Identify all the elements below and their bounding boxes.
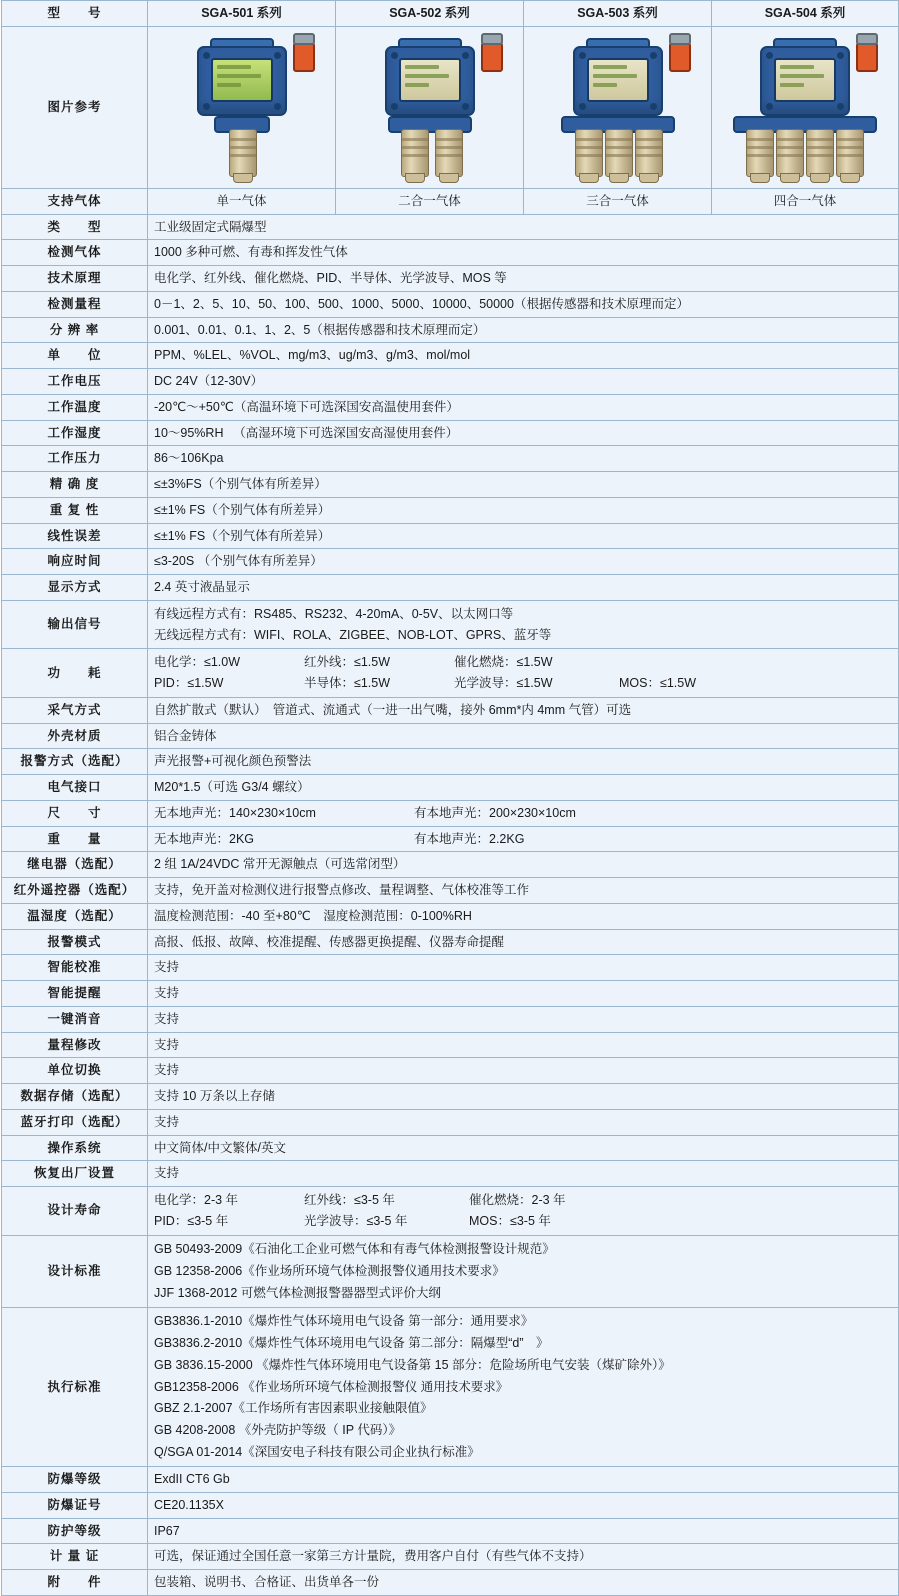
- row-label-range: 检测量程: [2, 291, 148, 317]
- life-pid: PID：≤3-5 年: [154, 1213, 229, 1228]
- row-label-display: 显示方式: [2, 575, 148, 601]
- row-value-design-life: [148, 1187, 899, 1236]
- row-value-relay: 2 组 1A/24VDC 常开无源触点（可选常闭型）: [148, 852, 899, 878]
- spec-row-bluetooth-print: [2, 1109, 899, 1135]
- row-value-ex-cert: CE20.1135X: [148, 1492, 899, 1518]
- device-display: [587, 58, 649, 102]
- row-value-linearity: ≤±1% FS（个别气体有所差异）: [148, 523, 899, 549]
- row-label-bluetooth-print: 蓝牙打印（选配）: [2, 1109, 148, 1135]
- dimension-with-alarm: 有本地声光：200×230×10cm: [414, 805, 576, 820]
- row-value-dimension: [148, 800, 899, 826]
- row-label-ex-grade: 防爆等级: [2, 1467, 148, 1493]
- life-optical-waveguide: 光学波导：≤3-5 年: [304, 1213, 408, 1228]
- row-label-data-storage: 数据存储（选配）: [2, 1084, 148, 1110]
- row-label-accuracy: 精 确 度: [2, 472, 148, 498]
- device-display: [211, 58, 273, 102]
- row-value-electrical-interface: M20*1.5（可选 G3/4 螺纹）: [148, 775, 899, 801]
- row-label-electrical-interface: 电气接口: [2, 775, 148, 801]
- row-label-dimension: 尺 寸: [2, 800, 148, 826]
- image-reference-row: [2, 26, 899, 188]
- sensor-probe: [575, 129, 603, 177]
- spec-row-ip-grade: [2, 1518, 899, 1544]
- power-line-1: [154, 652, 892, 673]
- alarm-beacon-icon: [481, 38, 503, 72]
- row-label-temp-humidity-option: 温湿度（选配）: [2, 903, 148, 929]
- table-header-row: [2, 1, 899, 27]
- gas-support-label: 支持气体: [2, 188, 148, 214]
- row-value-accuracy: ≤±3%FS（个别气体有所差异）: [148, 472, 899, 498]
- gas-support-row: [2, 188, 899, 214]
- model-name-504: SGA-504 系列: [712, 1, 899, 27]
- row-value-alarm-method: 声光报警+可视化颜色预警法: [148, 749, 899, 775]
- product-image-501: [148, 26, 336, 188]
- row-value-resolution: 0.001、0.01、0.1、1、2、5（根据传感器和技术原理而定）: [148, 317, 899, 343]
- spec-row-sampling: [2, 697, 899, 723]
- spec-row-dimension: [2, 800, 899, 826]
- row-label-ip-grade: 防护等级: [2, 1518, 148, 1544]
- device-illustration-502: [345, 32, 515, 182]
- row-value-repeatability: ≤±1% FS（个别气体有所差异）: [148, 497, 899, 523]
- weight-without-alarm: 无本地声光：2KG: [154, 831, 255, 846]
- device-display: [774, 58, 836, 102]
- life-mos: MOS：≤3-5 年: [469, 1213, 551, 1228]
- row-value-humidity: 10～95%RH （高湿环境下可选深国安高湿使用套件）: [148, 420, 899, 446]
- model-name-502: SGA-502 系列: [336, 1, 524, 27]
- product-image-503: [524, 26, 712, 188]
- row-value-temp-humidity-option: 温度检测范围：-40 至+80℃ 湿度检测范围：0-100%RH: [148, 903, 899, 929]
- row-label-sampling: 采气方式: [2, 697, 148, 723]
- design-standard-line-1: GB 50493-2009《石油化工企业可燃气体和有毒气体检测报警设计规范》: [154, 1242, 555, 1256]
- row-value-os: 中文简体/中文繁体/英文: [148, 1135, 899, 1161]
- spec-row-unit-switch: [2, 1058, 899, 1084]
- sensor-probe: [776, 129, 804, 177]
- spec-row-electrical-interface: [2, 775, 899, 801]
- power-mos: MOS：≤1.5W: [619, 676, 697, 690]
- row-value-data-storage: 支持 10 万条以上存储: [148, 1084, 899, 1110]
- row-label-temperature: 工作温度: [2, 394, 148, 420]
- specification-table: [1, 0, 899, 1596]
- row-label-alarm-mode: 报警模式: [2, 929, 148, 955]
- device-housing: [197, 46, 287, 116]
- row-value-sampling: 自然扩散式（默认） 管道式、流通式（一进一出气嘴，接外 6mm*内 4mm 气管）可选: [148, 697, 899, 723]
- row-value-principle: 电化学、红外线、催化燃烧、PID、半导体、光学波导、MOS 等: [148, 266, 899, 292]
- spec-row-ex-grade: [2, 1467, 899, 1493]
- row-value-alarm-mode: 高报、低报、故障、校准提醒、传感器更换提醒、仪器寿命提醒: [148, 929, 899, 955]
- spec-row-principle: [2, 266, 899, 292]
- life-catalytic: 催化燃烧：2-3 年: [469, 1193, 566, 1207]
- row-value-range-modify: 支持: [148, 1032, 899, 1058]
- spec-row-metrology-cert: [2, 1544, 899, 1570]
- spec-row-shell-material: [2, 723, 899, 749]
- spec-row-power: [2, 649, 899, 698]
- spec-row-pressure: [2, 446, 899, 472]
- row-label-smart-reminder: 智能提醒: [2, 981, 148, 1007]
- row-label-resolution: 分 辨 率: [2, 317, 148, 343]
- row-value-detect-gas: 1000 多种可燃、有毒和挥发性气体: [148, 240, 899, 266]
- row-value-power: [148, 649, 899, 698]
- row-label-relay: 继电器（选配）: [2, 852, 148, 878]
- spec-row-humidity: [2, 420, 899, 446]
- spec-row-display: [2, 575, 899, 601]
- power-line-2: [154, 673, 892, 694]
- life-infrared: 红外线：≤3-5 年: [304, 1193, 395, 1207]
- row-label-unit-switch: 单位切换: [2, 1058, 148, 1084]
- row-value-metrology-cert: 可选，保证通过全国任意一家第三方计量院，费用客户自付（有些气体不支持）: [148, 1544, 899, 1570]
- spec-row-accessories: [2, 1570, 899, 1596]
- power-pid: PID：≤1.5W: [154, 676, 224, 690]
- model-name-501: SGA-501 系列: [148, 1, 336, 27]
- weight-with-alarm: 有本地声光：2.2KG: [414, 831, 525, 846]
- device-illustration-501: [157, 32, 327, 182]
- spec-row-temp-humidity-option: [2, 903, 899, 929]
- row-label-output-signal: 输出信号: [2, 600, 148, 649]
- row-value-pressure: 86～106Kpa: [148, 446, 899, 472]
- row-value-mute: 支持: [148, 1006, 899, 1032]
- image-row-label: 图片参考: [2, 26, 148, 188]
- sensor-probe: [635, 129, 663, 177]
- spec-row-design-standard: [2, 1235, 899, 1307]
- spec-row-repeatability: [2, 497, 899, 523]
- row-label-weight: 重 量: [2, 826, 148, 852]
- row-value-exec-standard: [148, 1307, 899, 1466]
- row-label-principle: 技术原理: [2, 266, 148, 292]
- spec-row-range-modify: [2, 1032, 899, 1058]
- dimension-without-alarm: 无本地声光：140×230×10cm: [154, 805, 316, 820]
- product-image-504: [712, 26, 899, 188]
- row-value-factory-reset: 支持: [148, 1161, 899, 1187]
- exec-standard-line-1: GB3836.1-2010《爆炸性气体环境用电气设备 第一部分：通用要求》: [154, 1314, 534, 1329]
- spec-row-detect-gas: [2, 240, 899, 266]
- power-infrared: 红外线：≤1.5W: [304, 655, 391, 670]
- row-value-smart-calibration: 支持: [148, 955, 899, 981]
- product-image-502: [336, 26, 524, 188]
- row-label-response-time: 响应时间: [2, 549, 148, 575]
- sensor-probe: [836, 129, 864, 177]
- row-label-voltage: 工作电压: [2, 369, 148, 395]
- row-label-ex-cert: 防爆证号: [2, 1492, 148, 1518]
- row-label-accessories: 附 件: [2, 1570, 148, 1596]
- spec-row-ex-cert: [2, 1492, 899, 1518]
- design-standard-line-3: JJF 1368-2012 可燃气体检测报警器器型式评价大纲: [154, 1285, 441, 1300]
- row-value-ip-grade: IP67: [148, 1518, 899, 1544]
- spec-row-relay: [2, 852, 899, 878]
- row-label-unit: 单 位: [2, 343, 148, 369]
- sensor-probe: [605, 129, 633, 177]
- output-signal-wireless: 无线远程方式有：WIFI、ROLA、ZIGBEE、NOB-LOT、GPRS、蓝牙等: [154, 627, 552, 642]
- spec-row-unit: [2, 343, 899, 369]
- row-label-pressure: 工作压力: [2, 446, 148, 472]
- row-label-mute: 一键消音: [2, 1006, 148, 1032]
- output-signal-wired: 有线远程方式有：RS485、RS232、4-20mA、0-5V、以太网口等: [154, 606, 514, 621]
- exec-standard-line-7: Q/SGA 01-2014《深国安电子科技有限公司企业执行标准》: [154, 1444, 480, 1459]
- spec-row-resolution: [2, 317, 899, 343]
- row-label-range-modify: 量程修改: [2, 1032, 148, 1058]
- spec-row-data-storage: [2, 1084, 899, 1110]
- model-name-503: SGA-503 系列: [524, 1, 712, 27]
- spec-row-smart-calibration: [2, 955, 899, 981]
- row-value-weight: [148, 826, 899, 852]
- device-housing: [760, 46, 850, 116]
- spec-row-accuracy: [2, 472, 899, 498]
- row-value-response-time: ≤3-20S （个别气体有所差异）: [148, 549, 899, 575]
- power-catalytic: 催化燃烧：≤1.5W: [454, 655, 553, 670]
- row-value-voltage: DC 24V（12-30V）: [148, 369, 899, 395]
- row-value-smart-reminder: 支持: [148, 981, 899, 1007]
- sensor-probe: [229, 129, 257, 177]
- row-label-repeatability: 重 复 性: [2, 497, 148, 523]
- exec-standard-line-5: GBZ 2.1-2007《工作场所有害因素职业接触限值》: [154, 1401, 433, 1416]
- row-value-ex-grade: ExdII CT6 Gb: [148, 1467, 899, 1493]
- power-optical-waveguide: 光学波导：≤1.5W: [454, 676, 553, 690]
- spec-row-alarm-mode: [2, 929, 899, 955]
- sensor-probe: [401, 129, 429, 177]
- sensor-probe: [435, 129, 463, 177]
- row-label-alarm-method: 报警方式（选配）: [2, 749, 148, 775]
- header-label: 型 号: [2, 1, 148, 27]
- spec-row-mute: [2, 1006, 899, 1032]
- row-label-smart-calibration: 智能校准: [2, 955, 148, 981]
- row-value-shell-material: 铝合金铸体: [148, 723, 899, 749]
- power-semiconductor: 半导体：≤1.5W: [304, 676, 391, 690]
- alarm-beacon-icon: [669, 38, 691, 72]
- device-illustration-504: [720, 32, 890, 182]
- row-label-design-standard: 设计标准: [2, 1235, 148, 1307]
- device-housing: [573, 46, 663, 116]
- spec-row-range: [2, 291, 899, 317]
- power-electrochemical: 电化学：≤1.0W: [154, 655, 241, 670]
- spec-row-linearity: [2, 523, 899, 549]
- spec-row-os: [2, 1135, 899, 1161]
- row-value-range: 0－1、2、5、10、50、100、500、1000、5000、10000、50000（根据传感器和技术原理而定）: [148, 291, 899, 317]
- sensor-probe: [746, 129, 774, 177]
- alarm-beacon-icon: [856, 38, 878, 72]
- row-value-unit: PPM、%LEL、%VOL、mg/m3、ug/m3、g/m3、mol/mol: [148, 343, 899, 369]
- gas-support-504: 四合一气体: [712, 188, 899, 214]
- design-life-line-1: [154, 1190, 892, 1211]
- row-value-display: 2.4 英寸液晶显示: [148, 575, 899, 601]
- row-label-design-life: 设计寿命: [2, 1187, 148, 1236]
- row-value-ir-remote: 支持，免开盖对检测仪进行报警点修改、量程调整、气体校准等工作: [148, 878, 899, 904]
- row-label-ir-remote: 红外遥控器（选配）: [2, 878, 148, 904]
- device-display: [399, 58, 461, 102]
- row-value-type: 工业级固定式隔爆型: [148, 214, 899, 240]
- gas-support-502: 二合一气体: [336, 188, 524, 214]
- design-life-line-2: [154, 1211, 892, 1232]
- row-label-power: 功 耗: [2, 649, 148, 698]
- alarm-beacon-icon: [293, 38, 315, 72]
- row-value-bluetooth-print: 支持: [148, 1109, 899, 1135]
- row-value-output-signal: [148, 600, 899, 649]
- spec-row-factory-reset: [2, 1161, 899, 1187]
- gas-support-503: 三合一气体: [524, 188, 712, 214]
- spec-row-design-life: [2, 1187, 899, 1236]
- spec-row-temperature: [2, 394, 899, 420]
- row-value-accessories: 包装箱、说明书、合格证、出货单各一份: [148, 1570, 899, 1596]
- exec-standard-line-2: GB3836.2-2010《爆炸性气体环境用电气设备 第二部分：隔爆型“d” 》: [154, 1336, 549, 1350]
- exec-standard-line-4: GB12358-2006 《作业场所环境气体检测报警仪 通用技术要求》: [154, 1379, 509, 1394]
- spec-row-smart-reminder: [2, 981, 899, 1007]
- spec-row-response-time: [2, 549, 899, 575]
- row-label-linearity: 线性误差: [2, 523, 148, 549]
- exec-standard-line-3: GB 3836.15-2000 《爆炸性气体环境用电气设备第 15 部分：危险场所电气安装（煤矿除外）》: [154, 1357, 671, 1372]
- life-electrochemical: 电化学：2-3 年: [154, 1193, 239, 1207]
- device-illustration-503: [533, 32, 703, 182]
- spec-row-ir-remote: [2, 878, 899, 904]
- row-label-detect-gas: 检测气体: [2, 240, 148, 266]
- spec-row-voltage: [2, 369, 899, 395]
- spec-row-exec-standard: [2, 1307, 899, 1466]
- row-label-os: 操作系统: [2, 1135, 148, 1161]
- spec-row-output-signal: [2, 600, 899, 649]
- gas-support-501: 单一气体: [148, 188, 336, 214]
- spec-row-type: [2, 214, 899, 240]
- exec-standard-line-6: GB 4208-2008 《外壳防护等级（ IP 代码）》: [154, 1423, 402, 1437]
- row-value-design-standard: [148, 1235, 899, 1307]
- row-label-metrology-cert: 计 量 证: [2, 1544, 148, 1570]
- spec-row-alarm-method: [2, 749, 899, 775]
- row-value-temperature: -20℃～+50℃（高温环境下可选深国安高温使用套件）: [148, 394, 899, 420]
- design-standard-line-2: GB 12358-2006《作业场所环境气体检测报警仪通用技术要求》: [154, 1263, 505, 1278]
- row-label-shell-material: 外壳材质: [2, 723, 148, 749]
- sensor-probe: [806, 129, 834, 177]
- device-housing: [385, 46, 475, 116]
- row-label-factory-reset: 恢复出厂设置: [2, 1161, 148, 1187]
- row-label-type: 类 型: [2, 214, 148, 240]
- row-label-humidity: 工作湿度: [2, 420, 148, 446]
- row-value-unit-switch: 支持: [148, 1058, 899, 1084]
- row-label-exec-standard: 执行标准: [2, 1307, 148, 1466]
- spec-row-weight: [2, 826, 899, 852]
